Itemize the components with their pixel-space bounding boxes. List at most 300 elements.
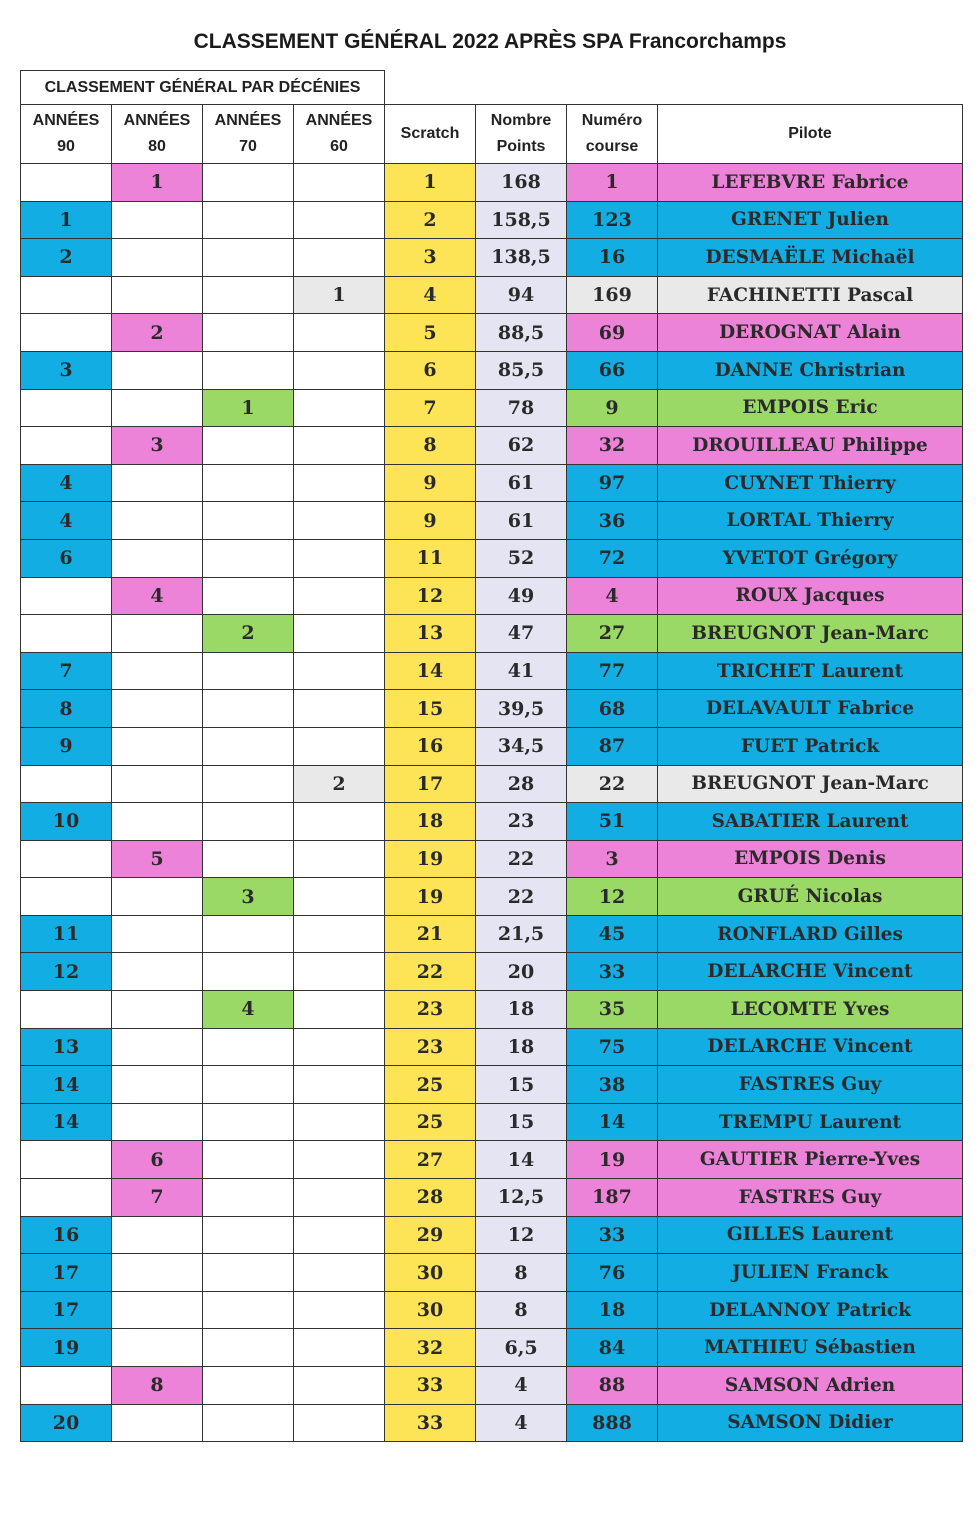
cell-annees-90: 14 xyxy=(21,1066,112,1104)
cell-annees-70 xyxy=(203,915,294,953)
cell-annees-80 xyxy=(112,991,203,1029)
cell-annees-80 xyxy=(112,239,203,277)
cell-course: 84 xyxy=(567,1329,658,1367)
table-row xyxy=(21,1329,963,1367)
cell-annees-60 xyxy=(294,502,385,540)
cell-annees-70 xyxy=(203,239,294,277)
cell-annees-60 xyxy=(294,1367,385,1405)
cell-points: 12,5 xyxy=(476,1179,567,1217)
cell-course: 187 xyxy=(567,1179,658,1217)
cell-pilote: EMPOIS Eric xyxy=(658,389,963,427)
table-row xyxy=(21,1291,963,1329)
cell-annees-90 xyxy=(21,991,112,1029)
cell-course: 51 xyxy=(567,803,658,841)
cell-annees-90: 17 xyxy=(21,1254,112,1292)
cell-annees-90: 10 xyxy=(21,803,112,841)
cell-annees-70 xyxy=(203,1141,294,1179)
cell-points: 88,5 xyxy=(476,314,567,352)
cell-scratch: 2 xyxy=(385,201,476,239)
cell-annees-70: 2 xyxy=(203,615,294,653)
cell-annees-60 xyxy=(294,389,385,427)
table-row xyxy=(21,389,963,427)
cell-annees-90 xyxy=(21,615,112,653)
cell-course: 66 xyxy=(567,351,658,389)
cell-annees-80: 5 xyxy=(112,840,203,878)
cell-points: 34,5 xyxy=(476,727,567,765)
cell-points: 15 xyxy=(476,1066,567,1104)
cell-course: 75 xyxy=(567,1028,658,1066)
cell-annees-80 xyxy=(112,765,203,803)
cell-course: 77 xyxy=(567,652,658,690)
cell-annees-60 xyxy=(294,351,385,389)
cell-scratch: 22 xyxy=(385,953,476,991)
cell-annees-70 xyxy=(203,539,294,577)
cell-points: 49 xyxy=(476,577,567,615)
cell-points: 8 xyxy=(476,1291,567,1329)
cell-points: 158,5 xyxy=(476,201,567,239)
header-annees-60: ANNÉES 60 xyxy=(294,105,385,164)
table-row xyxy=(21,615,963,653)
cell-points: 94 xyxy=(476,276,567,314)
cell-annees-70 xyxy=(203,314,294,352)
cell-annees-70 xyxy=(203,953,294,991)
cell-scratch: 8 xyxy=(385,427,476,465)
cell-course: 12 xyxy=(567,878,658,916)
cell-course: 76 xyxy=(567,1254,658,1292)
cell-scratch: 18 xyxy=(385,803,476,841)
cell-annees-70 xyxy=(203,1367,294,1405)
cell-annees-90: 1 xyxy=(21,201,112,239)
cell-annees-60: 2 xyxy=(294,765,385,803)
header-annees-70: ANNÉES 70 xyxy=(203,105,294,164)
cell-pilote: DELAVAULT Fabrice xyxy=(658,690,963,728)
cell-pilote: DESMAËLE Michaël xyxy=(658,239,963,277)
cell-annees-60 xyxy=(294,577,385,615)
header-pilote: Pilote xyxy=(658,105,963,164)
cell-scratch: 1 xyxy=(385,164,476,202)
cell-annees-60 xyxy=(294,727,385,765)
cell-pilote: ROUX Jacques xyxy=(658,577,963,615)
cell-annees-90 xyxy=(21,276,112,314)
cell-pilote: DEROGNAT Alain xyxy=(658,314,963,352)
cell-pilote: BREUGNOT Jean-Marc xyxy=(658,765,963,803)
cell-pilote: TREMPU Laurent xyxy=(658,1103,963,1141)
table-row xyxy=(21,840,963,878)
cell-annees-70 xyxy=(203,1028,294,1066)
table-row xyxy=(21,314,963,352)
table-row xyxy=(21,915,963,953)
decade-group-header: CLASSEMENT GÉNÉRAL PAR DÉCÉNIES xyxy=(21,71,385,105)
cell-pilote: FASTRES Guy xyxy=(658,1066,963,1104)
cell-scratch: 25 xyxy=(385,1066,476,1104)
cell-pilote: LORTAL Thierry xyxy=(658,502,963,540)
cell-annees-60 xyxy=(294,690,385,728)
cell-annees-80 xyxy=(112,615,203,653)
cell-points: 85,5 xyxy=(476,351,567,389)
cell-annees-60 xyxy=(294,239,385,277)
cell-course: 87 xyxy=(567,727,658,765)
cell-points: 47 xyxy=(476,615,567,653)
cell-annees-80: 1 xyxy=(112,164,203,202)
cell-pilote: MATHIEU Sébastien xyxy=(658,1329,963,1367)
cell-scratch: 9 xyxy=(385,464,476,502)
cell-pilote: GILLES Laurent xyxy=(658,1216,963,1254)
header-numero-course: Numéro course xyxy=(567,105,658,164)
cell-scratch: 27 xyxy=(385,1141,476,1179)
cell-annees-70 xyxy=(203,464,294,502)
cell-scratch: 12 xyxy=(385,577,476,615)
cell-annees-60 xyxy=(294,840,385,878)
cell-scratch: 28 xyxy=(385,1179,476,1217)
cell-annees-70 xyxy=(203,1291,294,1329)
table-row xyxy=(21,1103,963,1141)
cell-scratch: 13 xyxy=(385,615,476,653)
cell-annees-80: 2 xyxy=(112,314,203,352)
cell-annees-80 xyxy=(112,1254,203,1292)
cell-annees-80 xyxy=(112,727,203,765)
cell-annees-60 xyxy=(294,539,385,577)
cell-annees-60 xyxy=(294,314,385,352)
cell-pilote: GRENET Julien xyxy=(658,201,963,239)
cell-annees-80: 6 xyxy=(112,1141,203,1179)
cell-points: 28 xyxy=(476,765,567,803)
cell-points: 21,5 xyxy=(476,915,567,953)
header-annees-90: ANNÉES 90 xyxy=(21,105,112,164)
cell-pilote: TRICHET Laurent xyxy=(658,652,963,690)
cell-course: 97 xyxy=(567,464,658,502)
cell-scratch: 16 xyxy=(385,727,476,765)
table-row xyxy=(21,1179,963,1217)
cell-points: 15 xyxy=(476,1103,567,1141)
cell-annees-90 xyxy=(21,314,112,352)
cell-annees-80 xyxy=(112,1028,203,1066)
cell-course: 69 xyxy=(567,314,658,352)
cell-annees-90: 14 xyxy=(21,1103,112,1141)
cell-pilote: DELARCHE Vincent xyxy=(658,953,963,991)
cell-pilote: DELANNOY Patrick xyxy=(658,1291,963,1329)
cell-annees-70: 1 xyxy=(203,389,294,427)
cell-annees-60 xyxy=(294,464,385,502)
cell-annees-60 xyxy=(294,1179,385,1217)
cell-points: 39,5 xyxy=(476,690,567,728)
cell-course: 888 xyxy=(567,1404,658,1442)
cell-annees-80 xyxy=(112,690,203,728)
cell-annees-80 xyxy=(112,351,203,389)
cell-points: 23 xyxy=(476,803,567,841)
cell-annees-90: 12 xyxy=(21,953,112,991)
cell-annees-70 xyxy=(203,652,294,690)
cell-annees-60 xyxy=(294,164,385,202)
table-row xyxy=(21,427,963,465)
cell-annees-60 xyxy=(294,915,385,953)
cell-pilote: GRUÉ Nicolas xyxy=(658,878,963,916)
cell-annees-80 xyxy=(112,1216,203,1254)
cell-points: 41 xyxy=(476,652,567,690)
cell-pilote: JULIEN Franck xyxy=(658,1254,963,1292)
table-row xyxy=(21,577,963,615)
cell-annees-90: 13 xyxy=(21,1028,112,1066)
cell-annees-90: 7 xyxy=(21,652,112,690)
cell-annees-60 xyxy=(294,1141,385,1179)
cell-scratch: 29 xyxy=(385,1216,476,1254)
cell-scratch: 21 xyxy=(385,915,476,953)
cell-points: 18 xyxy=(476,1028,567,1066)
cell-annees-90 xyxy=(21,840,112,878)
cell-course: 27 xyxy=(567,615,658,653)
cell-annees-70 xyxy=(203,1216,294,1254)
cell-annees-90 xyxy=(21,878,112,916)
cell-pilote: BREUGNOT Jean-Marc xyxy=(658,615,963,653)
cell-annees-80 xyxy=(112,878,203,916)
cell-scratch: 7 xyxy=(385,389,476,427)
cell-annees-60 xyxy=(294,1291,385,1329)
cell-annees-60 xyxy=(294,953,385,991)
cell-points: 20 xyxy=(476,953,567,991)
cell-annees-70 xyxy=(203,1404,294,1442)
cell-course: 88 xyxy=(567,1367,658,1405)
cell-course: 18 xyxy=(567,1291,658,1329)
table-row xyxy=(21,1066,963,1104)
cell-points: 138,5 xyxy=(476,239,567,277)
cell-scratch: 5 xyxy=(385,314,476,352)
ranking-table xyxy=(20,70,963,1442)
cell-course: 19 xyxy=(567,1141,658,1179)
cell-course: 35 xyxy=(567,991,658,1029)
cell-points: 62 xyxy=(476,427,567,465)
table-row xyxy=(21,765,963,803)
cell-points: 18 xyxy=(476,991,567,1029)
cell-pilote: GAUTIER Pierre-Yves xyxy=(658,1141,963,1179)
cell-course: 72 xyxy=(567,539,658,577)
cell-course: 33 xyxy=(567,1216,658,1254)
table-row xyxy=(21,878,963,916)
cell-scratch: 19 xyxy=(385,878,476,916)
cell-annees-80: 8 xyxy=(112,1367,203,1405)
table-row xyxy=(21,1367,963,1405)
cell-annees-60 xyxy=(294,803,385,841)
cell-annees-80 xyxy=(112,803,203,841)
cell-course: 38 xyxy=(567,1066,658,1104)
cell-points: 168 xyxy=(476,164,567,202)
cell-annees-70 xyxy=(203,1103,294,1141)
table-row xyxy=(21,1404,963,1442)
cell-annees-90: 9 xyxy=(21,727,112,765)
cell-annees-90 xyxy=(21,1367,112,1405)
cell-annees-80 xyxy=(112,464,203,502)
cell-pilote: DROUILLEAU Philippe xyxy=(658,427,963,465)
cell-annees-70 xyxy=(203,727,294,765)
cell-annees-90: 2 xyxy=(21,239,112,277)
cell-course: 68 xyxy=(567,690,658,728)
header-scratch: Scratch xyxy=(385,105,476,164)
cell-pilote: EMPOIS Denis xyxy=(658,840,963,878)
cell-annees-70 xyxy=(203,427,294,465)
cell-annees-80 xyxy=(112,502,203,540)
header-annees-80: ANNÉES 80 xyxy=(112,105,203,164)
cell-annees-60 xyxy=(294,1103,385,1141)
cell-annees-90: 17 xyxy=(21,1291,112,1329)
table-row xyxy=(21,1254,963,1292)
table-row xyxy=(21,1141,963,1179)
cell-scratch: 30 xyxy=(385,1254,476,1292)
cell-annees-60 xyxy=(294,1254,385,1292)
cell-annees-90: 3 xyxy=(21,351,112,389)
cell-annees-90 xyxy=(21,164,112,202)
cell-points: 4 xyxy=(476,1367,567,1405)
cell-annees-70 xyxy=(203,1179,294,1217)
cell-annees-90: 4 xyxy=(21,464,112,502)
cell-pilote: CUYNET Thierry xyxy=(658,464,963,502)
cell-annees-70 xyxy=(203,803,294,841)
table-row xyxy=(21,727,963,765)
cell-annees-70 xyxy=(203,276,294,314)
cell-scratch: 14 xyxy=(385,652,476,690)
cell-annees-60 xyxy=(294,427,385,465)
cell-scratch: 23 xyxy=(385,1028,476,1066)
table-row xyxy=(21,502,963,540)
cell-scratch: 11 xyxy=(385,539,476,577)
table-row xyxy=(21,953,963,991)
cell-course: 4 xyxy=(567,577,658,615)
cell-annees-70 xyxy=(203,201,294,239)
cell-annees-80 xyxy=(112,1291,203,1329)
cell-annees-80 xyxy=(112,1329,203,1367)
cell-scratch: 30 xyxy=(385,1291,476,1329)
cell-pilote: RONFLARD Gilles xyxy=(658,915,963,953)
cell-annees-80 xyxy=(112,276,203,314)
cell-pilote: FACHINETTI Pascal xyxy=(658,276,963,314)
cell-scratch: 33 xyxy=(385,1367,476,1405)
cell-annees-70 xyxy=(203,765,294,803)
cell-scratch: 6 xyxy=(385,351,476,389)
cell-points: 8 xyxy=(476,1254,567,1292)
cell-annees-60 xyxy=(294,1404,385,1442)
cell-course: 1 xyxy=(567,164,658,202)
cell-points: 78 xyxy=(476,389,567,427)
table-row xyxy=(21,351,963,389)
cell-course: 123 xyxy=(567,201,658,239)
cell-annees-90: 20 xyxy=(21,1404,112,1442)
cell-annees-60: 1 xyxy=(294,276,385,314)
table-row xyxy=(21,690,963,728)
cell-pilote: DELARCHE Vincent xyxy=(658,1028,963,1066)
cell-scratch: 33 xyxy=(385,1404,476,1442)
cell-scratch: 4 xyxy=(385,276,476,314)
cell-points: 6,5 xyxy=(476,1329,567,1367)
cell-pilote: YVETOT Grégory xyxy=(658,539,963,577)
cell-annees-80 xyxy=(112,539,203,577)
cell-annees-80 xyxy=(112,389,203,427)
cell-annees-70 xyxy=(203,690,294,728)
cell-points: 4 xyxy=(476,1404,567,1442)
cell-annees-90: 4 xyxy=(21,502,112,540)
header-nombre-points: Nombre Points xyxy=(476,105,567,164)
cell-pilote: SAMSON Didier xyxy=(658,1404,963,1442)
cell-course: 45 xyxy=(567,915,658,953)
table-row xyxy=(21,1216,963,1254)
cell-annees-90 xyxy=(21,765,112,803)
cell-annees-90 xyxy=(21,577,112,615)
cell-annees-70: 3 xyxy=(203,878,294,916)
cell-annees-90 xyxy=(21,427,112,465)
cell-annees-60 xyxy=(294,1329,385,1367)
cell-annees-90 xyxy=(21,1141,112,1179)
cell-points: 22 xyxy=(476,840,567,878)
cell-annees-90: 6 xyxy=(21,539,112,577)
cell-annees-70 xyxy=(203,502,294,540)
cell-pilote: LEFEBVRE Fabrice xyxy=(658,164,963,202)
cell-scratch: 23 xyxy=(385,991,476,1029)
table-row xyxy=(21,201,963,239)
cell-annees-60 xyxy=(294,615,385,653)
cell-annees-90: 11 xyxy=(21,915,112,953)
cell-annees-70 xyxy=(203,577,294,615)
table-row xyxy=(21,276,963,314)
table-row xyxy=(21,539,963,577)
header-spacer xyxy=(385,71,963,105)
cell-pilote: DANNE Christrian xyxy=(658,351,963,389)
cell-annees-70 xyxy=(203,164,294,202)
page-title: CLASSEMENT GÉNÉRAL 2022 APRÈS SPA Francorchamps xyxy=(193,30,787,53)
cell-course: 169 xyxy=(567,276,658,314)
cell-scratch: 17 xyxy=(385,765,476,803)
cell-pilote: FUET Patrick xyxy=(658,727,963,765)
cell-annees-70 xyxy=(203,840,294,878)
cell-course: 14 xyxy=(567,1103,658,1141)
cell-scratch: 19 xyxy=(385,840,476,878)
cell-annees-80 xyxy=(112,1066,203,1104)
cell-annees-60 xyxy=(294,652,385,690)
table-row xyxy=(21,164,963,202)
cell-annees-60 xyxy=(294,201,385,239)
cell-points: 61 xyxy=(476,502,567,540)
cell-annees-80 xyxy=(112,915,203,953)
table-row xyxy=(21,803,963,841)
table-row xyxy=(21,239,963,277)
cell-course: 33 xyxy=(567,953,658,991)
cell-annees-60 xyxy=(294,1216,385,1254)
cell-annees-90 xyxy=(21,1179,112,1217)
cell-points: 22 xyxy=(476,878,567,916)
cell-pilote: LECOMTE Yves xyxy=(658,991,963,1029)
table-row xyxy=(21,652,963,690)
cell-annees-60 xyxy=(294,1066,385,1104)
cell-pilote: SAMSON Adrien xyxy=(658,1367,963,1405)
cell-annees-80 xyxy=(112,1404,203,1442)
cell-annees-90: 8 xyxy=(21,690,112,728)
table-row xyxy=(21,464,963,502)
cell-pilote: SABATIER Laurent xyxy=(658,803,963,841)
cell-annees-80 xyxy=(112,1103,203,1141)
cell-pilote: FASTRES Guy xyxy=(658,1179,963,1217)
cell-annees-80 xyxy=(112,201,203,239)
cell-annees-90: 16 xyxy=(21,1216,112,1254)
cell-points: 52 xyxy=(476,539,567,577)
cell-annees-80 xyxy=(112,652,203,690)
cell-course: 22 xyxy=(567,765,658,803)
cell-scratch: 25 xyxy=(385,1103,476,1141)
cell-annees-60 xyxy=(294,991,385,1029)
cell-annees-70 xyxy=(203,1329,294,1367)
cell-annees-80 xyxy=(112,953,203,991)
cell-annees-90 xyxy=(21,389,112,427)
cell-scratch: 9 xyxy=(385,502,476,540)
cell-points: 12 xyxy=(476,1216,567,1254)
cell-annees-60 xyxy=(294,878,385,916)
cell-annees-60 xyxy=(294,1028,385,1066)
cell-annees-70 xyxy=(203,351,294,389)
table-row xyxy=(21,1028,963,1066)
